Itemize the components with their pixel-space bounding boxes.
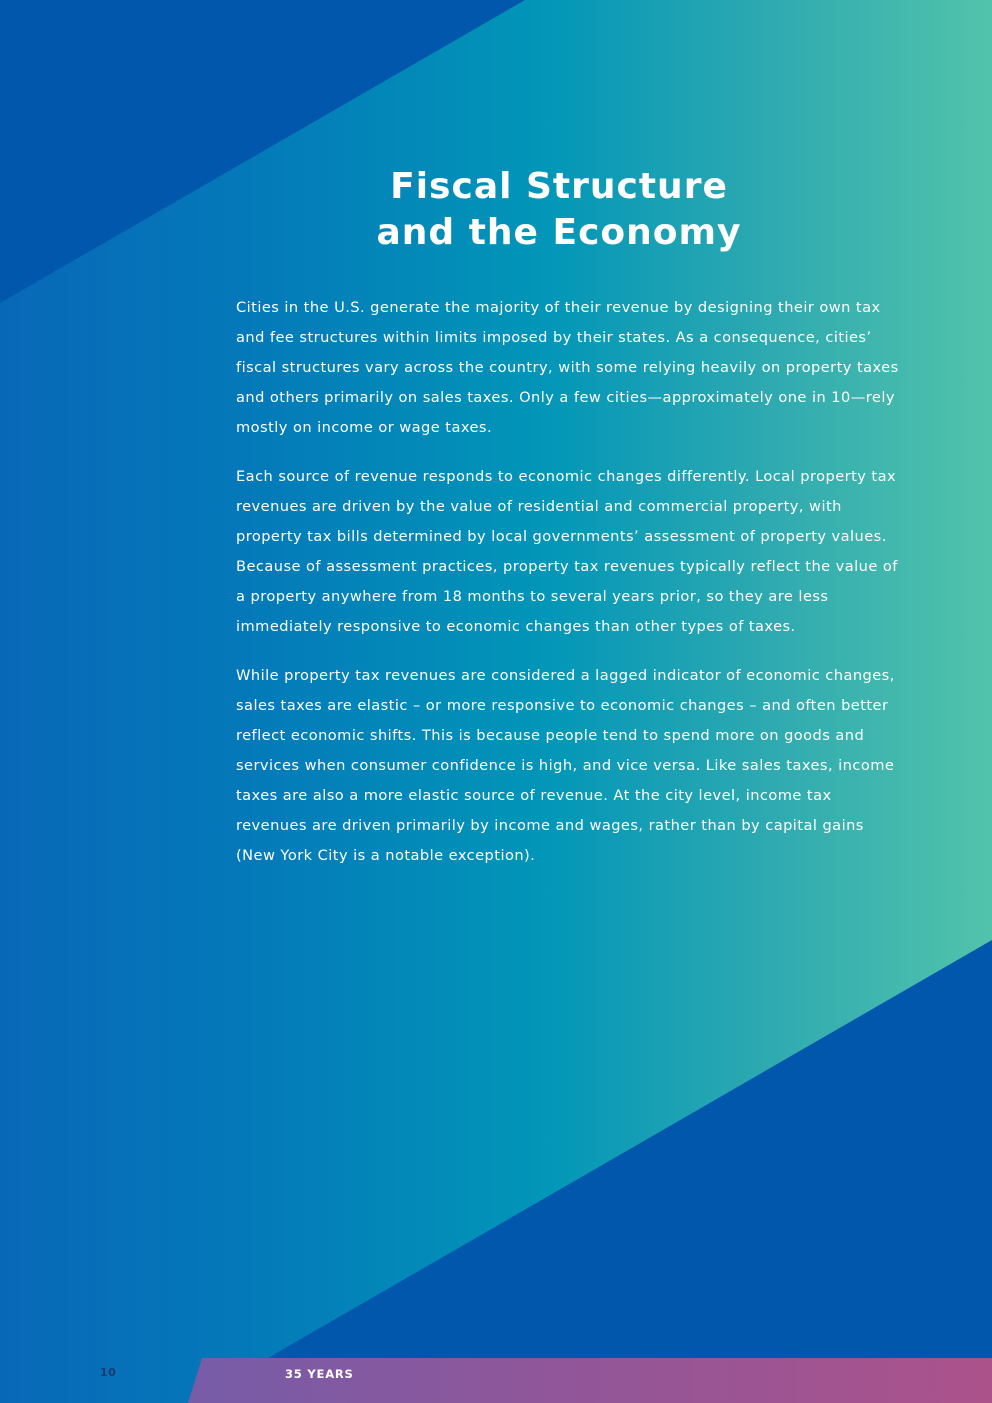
paragraph-2: Each source of revenue responds to economic changes differently. Local property tax revenues are driven by the value of residential and commercial property, with property tax bills determined by local governments’ assessment of property values. Because of assessment practices, property tax revenues typically reflect the value of a property anywhere from 18 months to several years prior, so they are less immediately responsive to economic changes than other types of taxes. xyxy=(236,468,898,635)
page-number: 10 xyxy=(100,1366,117,1379)
title-line-2: and the Economy xyxy=(376,212,742,253)
paragraph-3: While property tax revenues are considered a lagged indicator of economic changes, sales taxes are elastic – or more responsive to economic changes – and often better reflect economic shifts. This is because people tend to spend more on goods and services when consumer confidence is high, and vice versa. Like sales taxes, income taxes are also a more elastic source of revenue. At the city level, income tax revenues are driven primarily by income and wages, rather than by capital gains (New York City is a notable exception). xyxy=(236,667,895,864)
top-left-dark-triangle xyxy=(0,0,525,303)
page-title xyxy=(236,164,882,256)
footer-label: 35 YEARS xyxy=(285,1367,354,1381)
paragraph-1: Cities in the U.S. generate the majority of their revenue by designing their own tax and fee structures within limits imposed by their states. As a consequence, cities’ fiscal structures vary across the country, with some relying heavily on property taxes and others primarily on sales taxes. Only a few cities—approximately one in 10—rely mostly on income or wage taxes. xyxy=(236,299,899,436)
title-line-1: Fiscal Structure xyxy=(390,166,728,207)
body-text xyxy=(236,293,900,890)
bottom-right-dark-band xyxy=(268,940,992,1358)
